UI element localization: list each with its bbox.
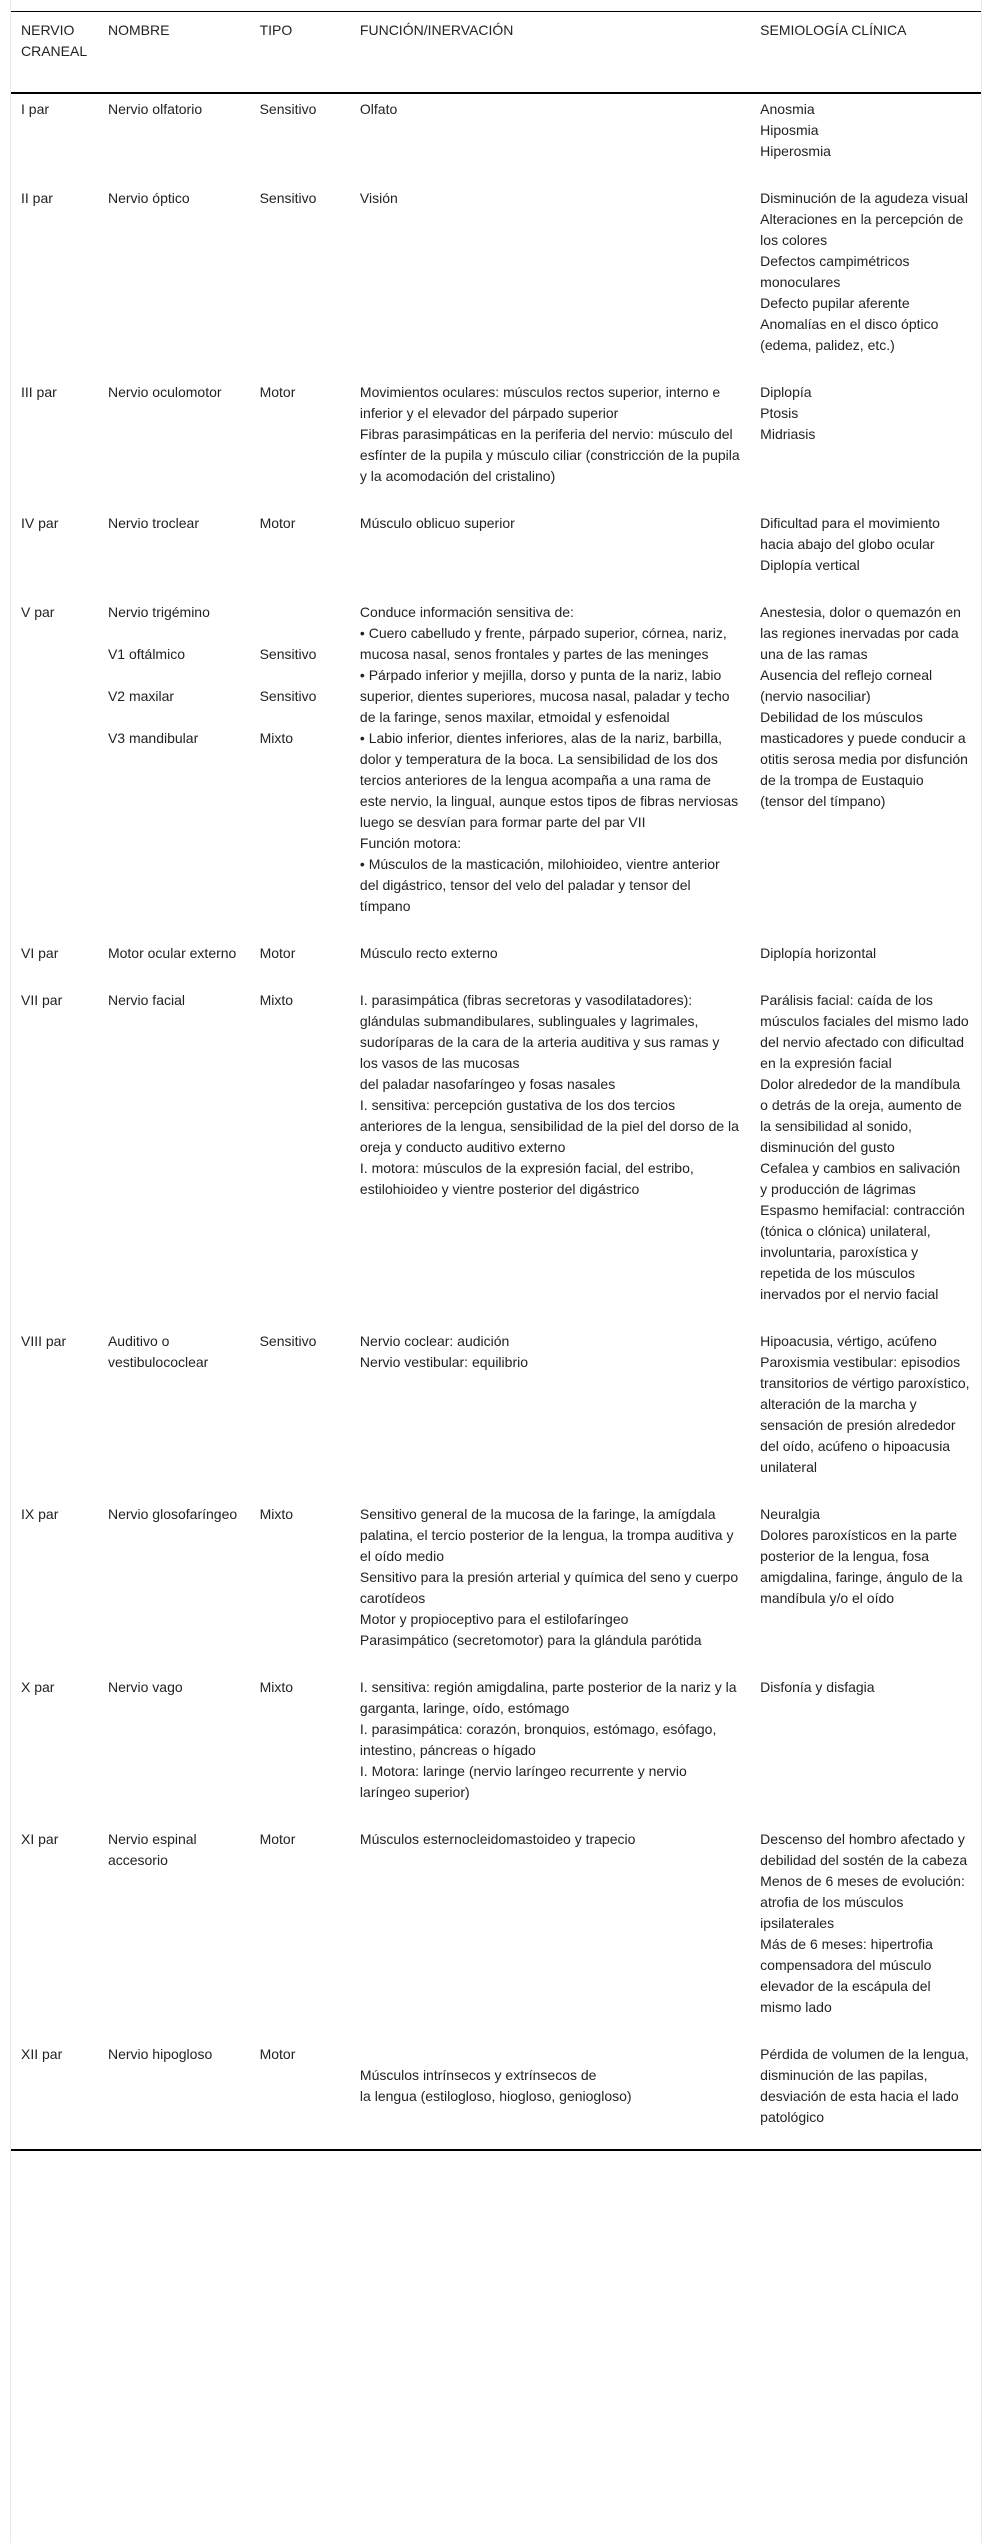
cell-nervio: IX par xyxy=(21,1506,59,1522)
semiologia-line: Neuralgia xyxy=(760,1506,821,1522)
cell-funcion xyxy=(350,377,750,508)
table-row xyxy=(11,938,981,985)
semiologia-line: Dolor alrededor de la mandíbula o detrás de la oreja, aumento de la sensibilidad al sonido, disminución del gusto xyxy=(760,1076,962,1155)
funcion-line: • Labio inferior, dientes inferiores, alas de la nariz, barbilla, dolor y temperatura de la boca. La sensibilidad de los dos tercios anteriores de la lengua acompaña a una rama de este nervio, la lingual, aunque estos tipos de fibras nerviosas luego se desvían para formar parte del par VII xyxy=(359,730,739,830)
funcion-line: Sensitivo general de la mucosa de la faringe, la amígdala palatina, el tercio posterior de la lengua, la trompa auditiva y el oído medio xyxy=(359,1506,734,1564)
cell-funcion xyxy=(350,985,750,1326)
funcion-line: los vasos de las mucosas xyxy=(359,1055,520,1071)
nombre-line: Nervio oculomotor xyxy=(107,384,222,400)
cell-nervio: VI par xyxy=(21,945,59,961)
funcion-line: • Párpado inferior y mejilla, dorso y punta de la nariz, labio superior, dientes superiores, mucosa nasal, paladar y techo de la faringe, senos maxilar, etmoidal y esfenoidal xyxy=(359,667,730,725)
table-row xyxy=(11,1499,981,1672)
semiologia-line: Más de 6 meses: hipertrofia compensadora del músculo elevador de la escápula del mismo lado xyxy=(760,1936,933,2015)
tipo-line: Sensitivo xyxy=(259,688,317,704)
funcion-line: Fibras parasimpáticas en la periferia del nervio: músculo del esfínter de la pupila y músculo ciliar (constricción de la pupila y la acomodación del cristalino) xyxy=(359,426,740,484)
cell-tipo xyxy=(250,93,350,183)
funcion-line: Parasimpático (secretomotor) para la glándula parótida xyxy=(359,1632,702,1648)
tipo-line: Sensitivo xyxy=(259,190,317,206)
funcion-line: I. Motora: laringe (nervio laríngeo recurrente y nervio laríngeo superior) xyxy=(359,1763,687,1800)
table-row xyxy=(11,183,981,377)
cell-tipo xyxy=(250,1672,350,1824)
tipo-line: Mixto xyxy=(259,992,294,1008)
cell-funcion xyxy=(350,2039,750,2150)
cell-nombre xyxy=(98,377,250,508)
nombre-line xyxy=(108,623,240,644)
funcion-line: Olfato xyxy=(359,101,398,117)
semiologia-line: Ausencia del reflejo corneal (nervio nasociliar) xyxy=(760,667,933,704)
cell-tipo xyxy=(250,1326,350,1499)
table-row xyxy=(11,508,981,597)
semiologia-line: Dolores paroxísticos en la parte posterior de la lengua, fosa amigdalina, faringe, ángulo de la mandíbula y/o el oído xyxy=(760,1527,963,1606)
cell-nervio: VII par xyxy=(21,992,63,1008)
cell-nombre xyxy=(98,2039,250,2150)
cell-funcion xyxy=(350,1499,750,1672)
nombre-line: V2 maxilar xyxy=(107,688,175,704)
funcion-line: Nervio coclear: audición xyxy=(359,1333,510,1349)
tipo-line: Motor xyxy=(259,2046,296,2062)
table-row xyxy=(11,377,981,508)
cell-tipo xyxy=(250,938,350,985)
cell-tipo xyxy=(250,1824,350,2039)
funcion-line: Sensitivo para la presión arterial y química del seno y cuerpo carotídeos xyxy=(359,1569,739,1606)
table-row xyxy=(11,985,981,1326)
semiologia-line: Parálisis facial: caída de los músculos faciales del mismo lado del nervio afectado con dificultad en la expresión facial xyxy=(760,992,969,1071)
semiologia-line: Anomalías en el disco óptico (edema, palidez, etc.) xyxy=(760,316,939,353)
nombre-line: Nervio espinal accesorio xyxy=(107,1831,197,1868)
tipo-line: Mixto xyxy=(259,1679,294,1695)
cell-nombre xyxy=(98,93,250,183)
table-row xyxy=(11,2039,981,2150)
funcion-line: Músculo recto externo xyxy=(359,945,498,961)
cell-nombre xyxy=(98,938,250,985)
nombre-line: V1 oftálmico xyxy=(107,646,185,662)
cell-funcion xyxy=(350,938,750,985)
cell-semiologia xyxy=(750,508,981,597)
cell-funcion xyxy=(350,508,750,597)
nombre-line: Nervio olfatorio xyxy=(107,101,203,117)
table-row xyxy=(11,597,981,938)
nombre-line: Nervio glosofaríngeo xyxy=(107,1506,238,1522)
cell-tipo xyxy=(250,597,350,938)
funcion-line: Conduce información sensitiva de: xyxy=(359,604,574,620)
table-body xyxy=(11,93,981,2150)
header-nombre: NOMBRE xyxy=(107,22,170,38)
tipo-line xyxy=(260,602,340,623)
semiologia-line: Menos de 6 meses de evolución: atrofia de los músculos ipsilaterales xyxy=(760,1873,965,1931)
tipo-line: Sensitivo xyxy=(259,101,317,117)
cell-semiologia xyxy=(750,2039,981,2150)
funcion-line xyxy=(360,2044,740,2065)
cell-funcion xyxy=(350,1672,750,1824)
semiologia-line: Descenso del hombro afectado y debilidad del sostén de la cabeza xyxy=(760,1831,968,1868)
nombre-line xyxy=(108,665,240,686)
table-row xyxy=(11,1824,981,2039)
funcion-line: Movimientos oculares: músculos rectos superior, interno e inferior y el elevador del párpado superior xyxy=(359,384,721,421)
cell-nervio: XI par xyxy=(21,1831,59,1847)
funcion-line: Función motora: xyxy=(359,835,462,851)
nombre-line: V3 mandibular xyxy=(107,730,199,746)
cell-funcion xyxy=(350,1326,750,1499)
cell-semiologia xyxy=(750,597,981,938)
semiologia-line: Hiposmia xyxy=(760,122,819,138)
semiologia-line: Debilidad de los músculos masticadores y puede conducir a otitis serosa media por disfunción de la trompa de Eustaquio (tensor del tímpano) xyxy=(760,709,968,809)
cell-nervio: XII par xyxy=(21,2046,63,2062)
semiologia-line: Disfonía y disfagia xyxy=(760,1679,875,1695)
header-tipo: TIPO xyxy=(259,22,293,38)
cell-tipo xyxy=(250,377,350,508)
semiologia-line: Midriasis xyxy=(760,426,816,442)
cell-nervio: IV par xyxy=(21,515,59,531)
semiologia-line: Defecto pupilar aferente xyxy=(760,295,910,311)
semiologia-line: Anosmia xyxy=(760,101,815,117)
cell-nombre xyxy=(98,183,250,377)
funcion-line: Músculo oblicuo superior xyxy=(359,515,515,531)
tipo-line: Motor xyxy=(259,945,296,961)
funcion-line: Músculos intrínsecos y extrínsecos de xyxy=(359,2067,597,2083)
semiologia-line: Diplopía xyxy=(760,384,812,400)
funcion-line: I. parasimpática: corazón, bronquios, estómago, esófago, intestino, páncreas o hígado xyxy=(359,1721,717,1758)
semiologia-line: Defectos campimétricos monoculares xyxy=(760,253,910,290)
cell-tipo xyxy=(250,2039,350,2150)
tipo-line: Motor xyxy=(259,384,296,400)
cell-tipo xyxy=(250,985,350,1326)
tipo-line: Mixto xyxy=(259,730,294,746)
semiologia-line: Hipoacusia, vértigo, acúfeno xyxy=(760,1333,937,1349)
cell-nervio: II par xyxy=(21,190,53,206)
cell-nombre xyxy=(98,1672,250,1824)
cell-nombre xyxy=(98,597,250,938)
nombre-line: Motor ocular externo xyxy=(107,945,237,961)
cell-semiologia xyxy=(750,938,981,985)
funcion-line: Visión xyxy=(359,190,398,206)
funcion-line: Motor y propioceptivo para el estilofaríngeo xyxy=(359,1611,629,1627)
funcion-line: I. sensitiva: percepción gustativa de los dos tercios anteriores de la lengua, sensibilidad de la piel del dorso de la oreja y conducto auditivo externo xyxy=(359,1097,739,1155)
semiologia-line: Disminución de la agudeza visual xyxy=(760,190,968,206)
semiologia-line: Dificultad para el movimiento hacia abajo del globo ocular xyxy=(760,515,940,552)
cell-nervio: X par xyxy=(21,1679,55,1695)
cranial-nerves-table xyxy=(11,11,981,2151)
cell-semiologia xyxy=(750,1326,981,1499)
nombre-line: Nervio vago xyxy=(107,1679,183,1695)
semiologia-line: Ptosis xyxy=(760,405,799,421)
funcion-line: la lengua (estilogloso, hiogloso, geniogloso) xyxy=(359,2088,632,2104)
cell-funcion xyxy=(350,597,750,938)
header-semiologia: SEMIOLOGÍA CLÍNICA xyxy=(760,22,907,38)
nombre-line: Nervio óptico xyxy=(107,190,190,206)
funcion-line: • Cuero cabelludo y frente, párpado superior, córnea, nariz, mucosa nasal, senos frontales y partes de las meninges xyxy=(359,625,727,662)
tipo-line xyxy=(260,665,340,686)
semiologia-line: Espasmo hemifacial: contracción (tónica o clónica) unilateral, involuntaria, paroxística y repetida de los músculos inervados por el nervio facial xyxy=(760,1202,965,1302)
cell-funcion xyxy=(350,1824,750,2039)
tipo-line: Motor xyxy=(259,515,296,531)
table-header-row xyxy=(11,12,981,94)
header-funcion: FUNCIÓN/INERVACIÓN xyxy=(359,22,514,38)
header-nervio-craneal: NERVIO CRANEAL xyxy=(21,22,88,59)
semiologia-line: Cefalea y cambios en salivación y producción de lágrimas xyxy=(760,1160,961,1197)
cell-semiologia xyxy=(750,985,981,1326)
funcion-line: Músculos esternocleidomastoideo y trapecio xyxy=(359,1831,636,1847)
table-row xyxy=(11,1672,981,1824)
table-row xyxy=(11,1326,981,1499)
funcion-line: I. motora: músculos de la expresión facial, del estribo, estilohioideo y vientre posterior del digástrico xyxy=(359,1160,694,1197)
tipo-line xyxy=(260,707,340,728)
cell-nombre xyxy=(98,1326,250,1499)
semiologia-line: Diplopía horizontal xyxy=(760,945,877,961)
cell-nervio: V par xyxy=(21,604,55,620)
cell-semiologia xyxy=(750,1824,981,2039)
semiologia-line: Alteraciones en la percepción de los colores xyxy=(760,211,964,248)
cell-tipo xyxy=(250,183,350,377)
tipo-line xyxy=(260,623,340,644)
cell-funcion xyxy=(350,93,750,183)
cell-nombre xyxy=(98,1824,250,2039)
semiologia-line: Paroxismia vestibular: episodios transitorios de vértigo paroxístico, alteración de la marcha y sensación de presión alrededor del oído, acúfeno o hipoacusia unilateral xyxy=(760,1354,970,1475)
cell-nervio: III par xyxy=(21,384,57,400)
cell-semiologia xyxy=(750,1499,981,1672)
nombre-line: Nervio troclear xyxy=(107,515,199,531)
tipo-line: Sensitivo xyxy=(259,1333,317,1349)
cell-semiologia xyxy=(750,1672,981,1824)
semiologia-line: Diplopía vertical xyxy=(760,557,860,573)
cell-semiologia xyxy=(750,93,981,183)
cell-nombre xyxy=(98,985,250,1326)
cell-nombre xyxy=(98,1499,250,1672)
tipo-line: Motor xyxy=(259,1831,296,1847)
cell-semiologia xyxy=(750,377,981,508)
funcion-line: del paladar nasofaríngeo y fosas nasales xyxy=(359,1076,616,1092)
semiologia-line: Hiperosmia xyxy=(760,143,831,159)
semiologia-line: Anestesia, dolor o quemazón en las regiones inervadas por cada una de las ramas xyxy=(760,604,961,662)
cell-semiologia xyxy=(750,183,981,377)
nombre-line: Nervio trigémino xyxy=(107,604,210,620)
tipo-line: Sensitivo xyxy=(259,646,317,662)
cell-tipo xyxy=(250,1499,350,1672)
nombre-line xyxy=(108,707,240,728)
semiologia-line: Pérdida de volumen de la lengua, disminución de las papilas, desviación de esta hacia el lado patológico xyxy=(760,2046,969,2125)
funcion-line: Nervio vestibular: equilibrio xyxy=(359,1354,528,1370)
funcion-line: • Músculos de la masticación, milohioideo, vientre anterior del digástrico, tensor del velo del paladar y tensor del tímpano xyxy=(359,856,720,914)
tipo-line: Mixto xyxy=(259,1506,294,1522)
cell-nombre xyxy=(98,508,250,597)
nombre-line: Nervio hipogloso xyxy=(107,2046,213,2062)
funcion-line: I. parasimpática (fibras secretoras y vasodilatadores): glándulas submandibulares, sublinguales y lagrimales, sudoríparas de la cara de la arteria auditiva y sus ramas y xyxy=(359,992,720,1050)
cell-nervio: I par xyxy=(21,101,50,117)
nombre-line: Nervio facial xyxy=(107,992,185,1008)
cell-nervio: VIII par xyxy=(21,1333,67,1349)
funcion-line: I. sensitiva: región amigdalina, parte posterior de la nariz y la garganta, laringe, oído, estómago xyxy=(359,1679,737,1716)
cell-funcion xyxy=(350,183,750,377)
cell-tipo xyxy=(250,508,350,597)
table-row xyxy=(11,93,981,183)
nombre-line: Auditivo o vestibulococlear xyxy=(107,1333,209,1370)
